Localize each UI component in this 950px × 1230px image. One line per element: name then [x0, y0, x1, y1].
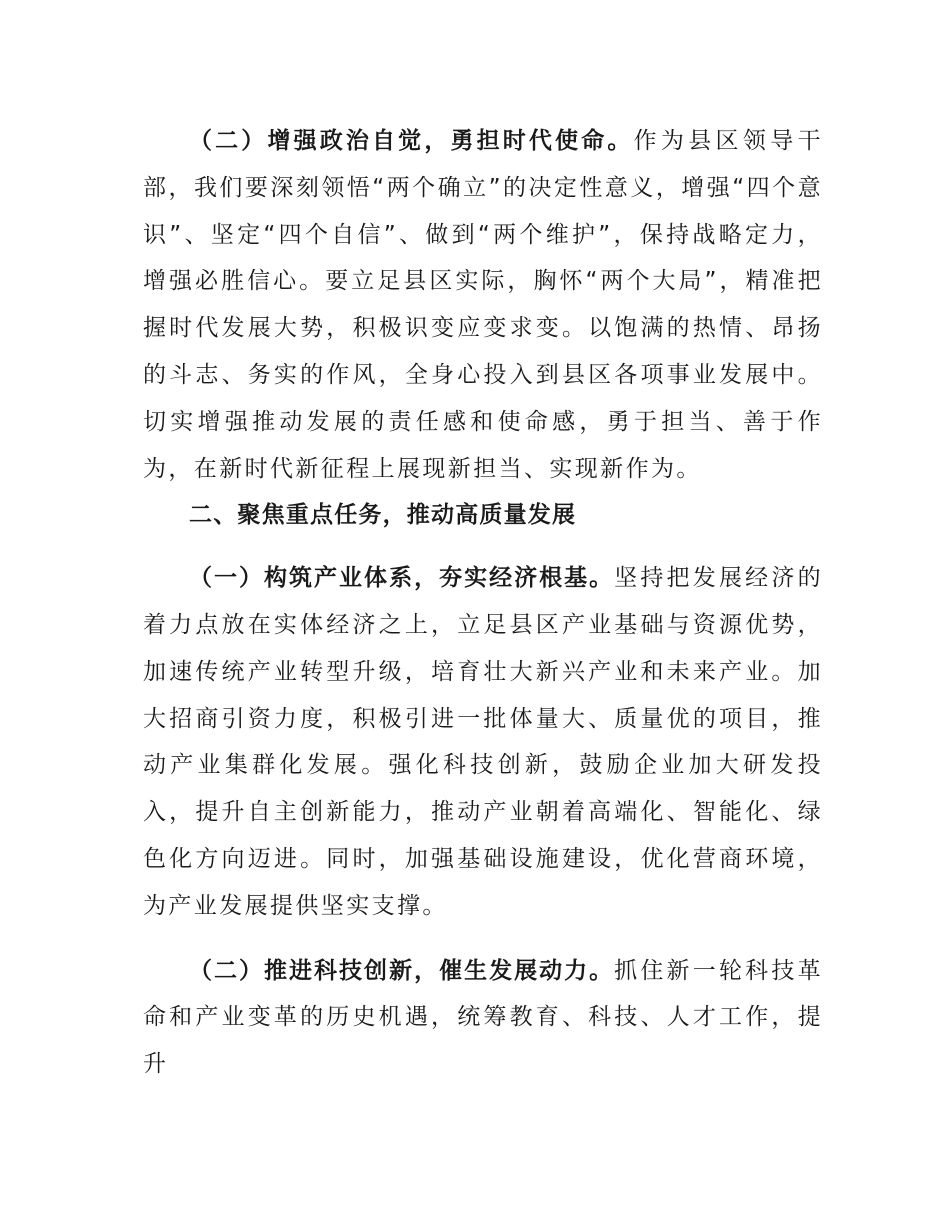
paragraph-lead: （一）构筑产业体系，夯实经济根基。 — [189, 565, 615, 592]
paragraph-lead: （二）推进科技创新，催生发展动力。 — [189, 957, 615, 984]
paragraph-political-awareness — [143, 118, 823, 492]
paragraph-industry-system — [143, 555, 823, 929]
paragraph-body: 抓住新一轮科技革命和产业变革的历史机遇，统筹教育、科技、人才工作，提升 — [143, 957, 823, 1078]
section-heading: 二、聚焦重点任务，推动高质量发展 — [189, 502, 577, 529]
paragraph-body: 作为县区领导干部，我们要深刻领悟“两个确立”的决定性意义，增强“四个意识”、坚定“四个自信”、做到“两个维护”，保持战略定力，增强必胜信心。要立足县区实际，胸怀“两个大局”，精准把握时代发展大势，积极识变应变求变。以饱满的热情、昂扬的斗志、务实的作风，全身心投入到县区各项事业发展中。切实增强推动发展的责任感和使命感，勇于担当、善于作为，在新时代新征程上展现新担当、实现新作为。 — [143, 128, 823, 482]
paragraph-body: 坚持把发展经济的着力点放在实体经济之上，立足县区产业基础与资源优势，加速传统产业转型升级，培育壮大新兴产业和未来产业。加大招商引资力度，积极引进一批体量大、质量优的项目，推动产业集群化发展。强化科技创新，鼓励企业加大研发投入，提升自主创新能力，推动产业朝着高端化、智能化、绿色化方向迈进。同时，加强基础设施建设，优化营商环境，为产业发展提供坚实支撑。 — [143, 565, 823, 919]
paragraph-lead: （二）增强政治自觉，勇担时代使命。 — [189, 128, 634, 154]
document-page — [143, 118, 823, 1088]
paragraph-tech-innovation — [143, 948, 823, 1088]
